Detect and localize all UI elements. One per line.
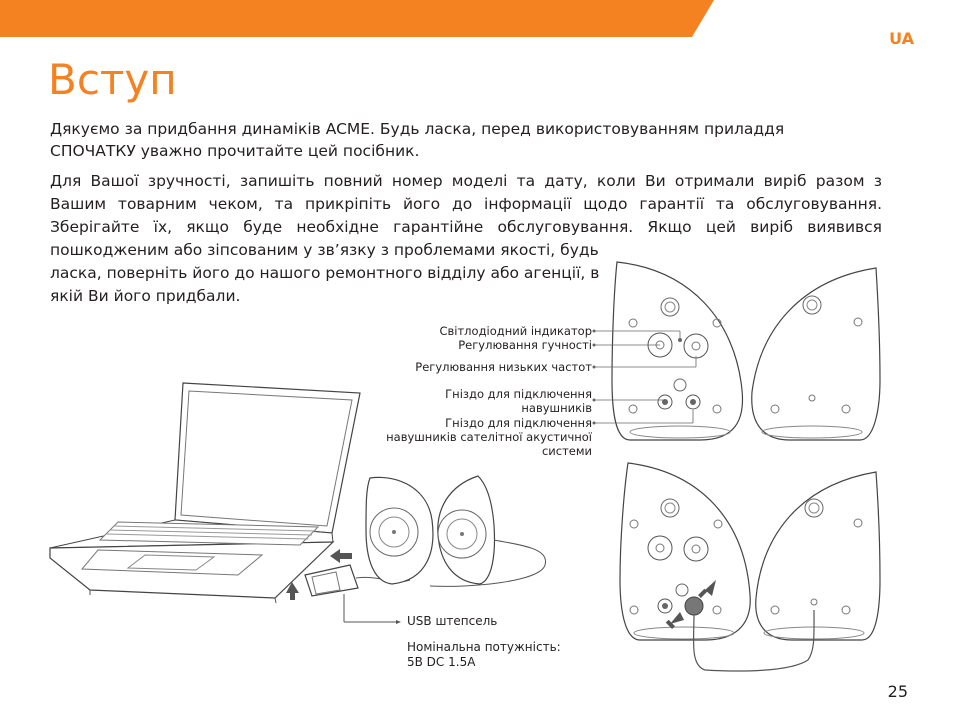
warranty-text: Для Вашої зручності, запишіть повний номер моделі та дату, коли Ви отримали виріб разом з Вашим товарним чеком, та прикріпіть його до інформації щодо гарантії та обслуговування. Зберігайте їх, якщо буде необхідне гарантійне обслуговування. Якщо цей виріб виявився [50,172,882,236]
speakers-back-bottom-illustration [620,463,880,671]
speakers-front-illustration [366,476,546,586]
warranty-text-continued: пошкодженим або зіпсованим у зв’язку з проблемами якості, будь ласка, поверніть його до нашого ремонтного відділу або агенції, в якій Ви його придбали. [50,241,600,305]
page-title: Вступ [48,55,177,104]
label-usb-plug: USB штепсель [407,614,498,628]
label-led-indicator: Світлодіодний індикатор [439,324,592,338]
laptop-illustration [50,383,360,603]
speakers-back-top-illustration [612,262,880,440]
page-number: 25 [887,682,908,701]
language-badge: UA [889,29,914,48]
label-rated-power: Номінальна потужність: 5В DC 1.5A [407,640,561,669]
label-satellite-jack: Гніздо для підключення навушників сателітної акустичної системи [386,416,592,458]
label-volume-control: Регулювання гучності [458,338,592,352]
label-bass-control: Регулювання низьких частот [415,360,592,374]
intro-text: Дякуємо за придбання динаміків ACME. Будь ласка, перед використовуванням приладдя СПОЧАТКУ уважно прочитайте цей посібник. [50,120,785,160]
label-headphone-jack: Гніздо для підключення навушників [445,387,592,415]
